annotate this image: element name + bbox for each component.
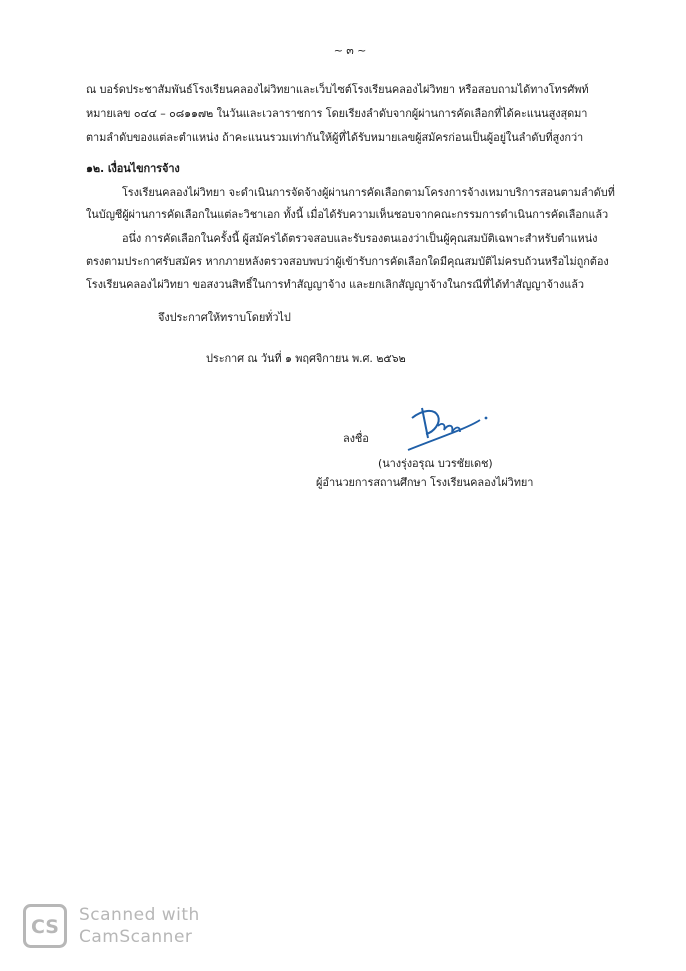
camscanner-logo-icon bbox=[23, 904, 67, 948]
signer-name: (นางรุ่งอรุณ บวรชัยเดช) bbox=[378, 457, 493, 470]
paragraph-line: ณ บอร์ดประชาสัมพันธ์โรงเรียนคลองไผ่วิทยาและเว็บไซต์โรงเรียนคลองไผ่วิทยา หรือสอบถามได้ทางโทรศัพท์ bbox=[86, 83, 589, 96]
watermark-line-1: Scanned with bbox=[79, 905, 200, 925]
paragraph-line: ตามลำดับของแต่ละตำแหน่ง ถ้าคะแนนรวมเท่ากันให้ผู้ที่ได้รับหมายเลขผู้สมัครก่อนเป็นผู้อยู่ในลำดับที่สูงกว่า bbox=[86, 131, 584, 144]
page-number: ~ ๓ ~ bbox=[333, 44, 367, 57]
date-line: ประกาศ ณ วันที่ ๑ พฤศจิกายน พ.ศ. ๒๕๖๒ bbox=[206, 352, 406, 365]
svg-text:CS: CS bbox=[31, 916, 59, 938]
signed-label: ลงชื่อ bbox=[343, 432, 369, 445]
announcement-line: จึงประกาศให้ทราบโดยทั่วไป bbox=[158, 311, 291, 324]
paragraph-line: ตรงตามประกาศรับสมัคร หากภายหลังตรวจสอบพบว่าผู้เข้ารับการคัดเลือกใดมีคุณสมบัติไม่ครบถ้วนหรือไม่ถูกต้อง bbox=[86, 255, 609, 268]
paragraph-line: โรงเรียนคลองไผ่วิทยา ขอสงวนสิทธิ์ในการทำสัญญาจ้าง และยกเลิกสัญญาจ้างในกรณีที่ได้ทำสัญญาจ้างแล้ว bbox=[86, 278, 584, 291]
watermark-line-2: CamScanner bbox=[79, 927, 193, 947]
paragraph-line: หมายเลข ๐๔๔ – ๐๘๑๑๗๒ ในวันและเวลาราชการ โดยเรียงลำดับจากผู้ผ่านการคัดเลือกที่ได้คะแนนสูงสุดมา bbox=[86, 107, 588, 120]
paragraph-line: โรงเรียนคลองไผ่วิทยา จะดำเนินการจัดจ้างผู้ผ่านการคัดเลือกตามโครงการจ้างเหมาบริการสอนตามลำดับที่ bbox=[122, 186, 615, 199]
handwritten-signature-icon bbox=[398, 398, 508, 456]
signer-position: ผู้อำนวยการสถานศึกษา โรงเรียนคลองไผ่วิทยา bbox=[316, 476, 534, 489]
section-heading: ๑๒. เงื่อนไขการจ้าง bbox=[86, 162, 180, 175]
paragraph-line: ในบัญชีผู้ผ่านการคัดเลือกในแต่ละวิชาเอก ทั้งนี้ เมื่อได้รับความเห็นชอบจากคณะกรรมการดำเนินการคัดเลือกแล้ว bbox=[86, 208, 609, 221]
paragraph-line: อนึ่ง การคัดเลือกในครั้งนี้ ผู้สมัครได้ตรวจสอบและรับรองตนเองว่าเป็นผู้คุณสมบัติเฉพาะสำหรับตำแหน่ง bbox=[122, 232, 598, 245]
